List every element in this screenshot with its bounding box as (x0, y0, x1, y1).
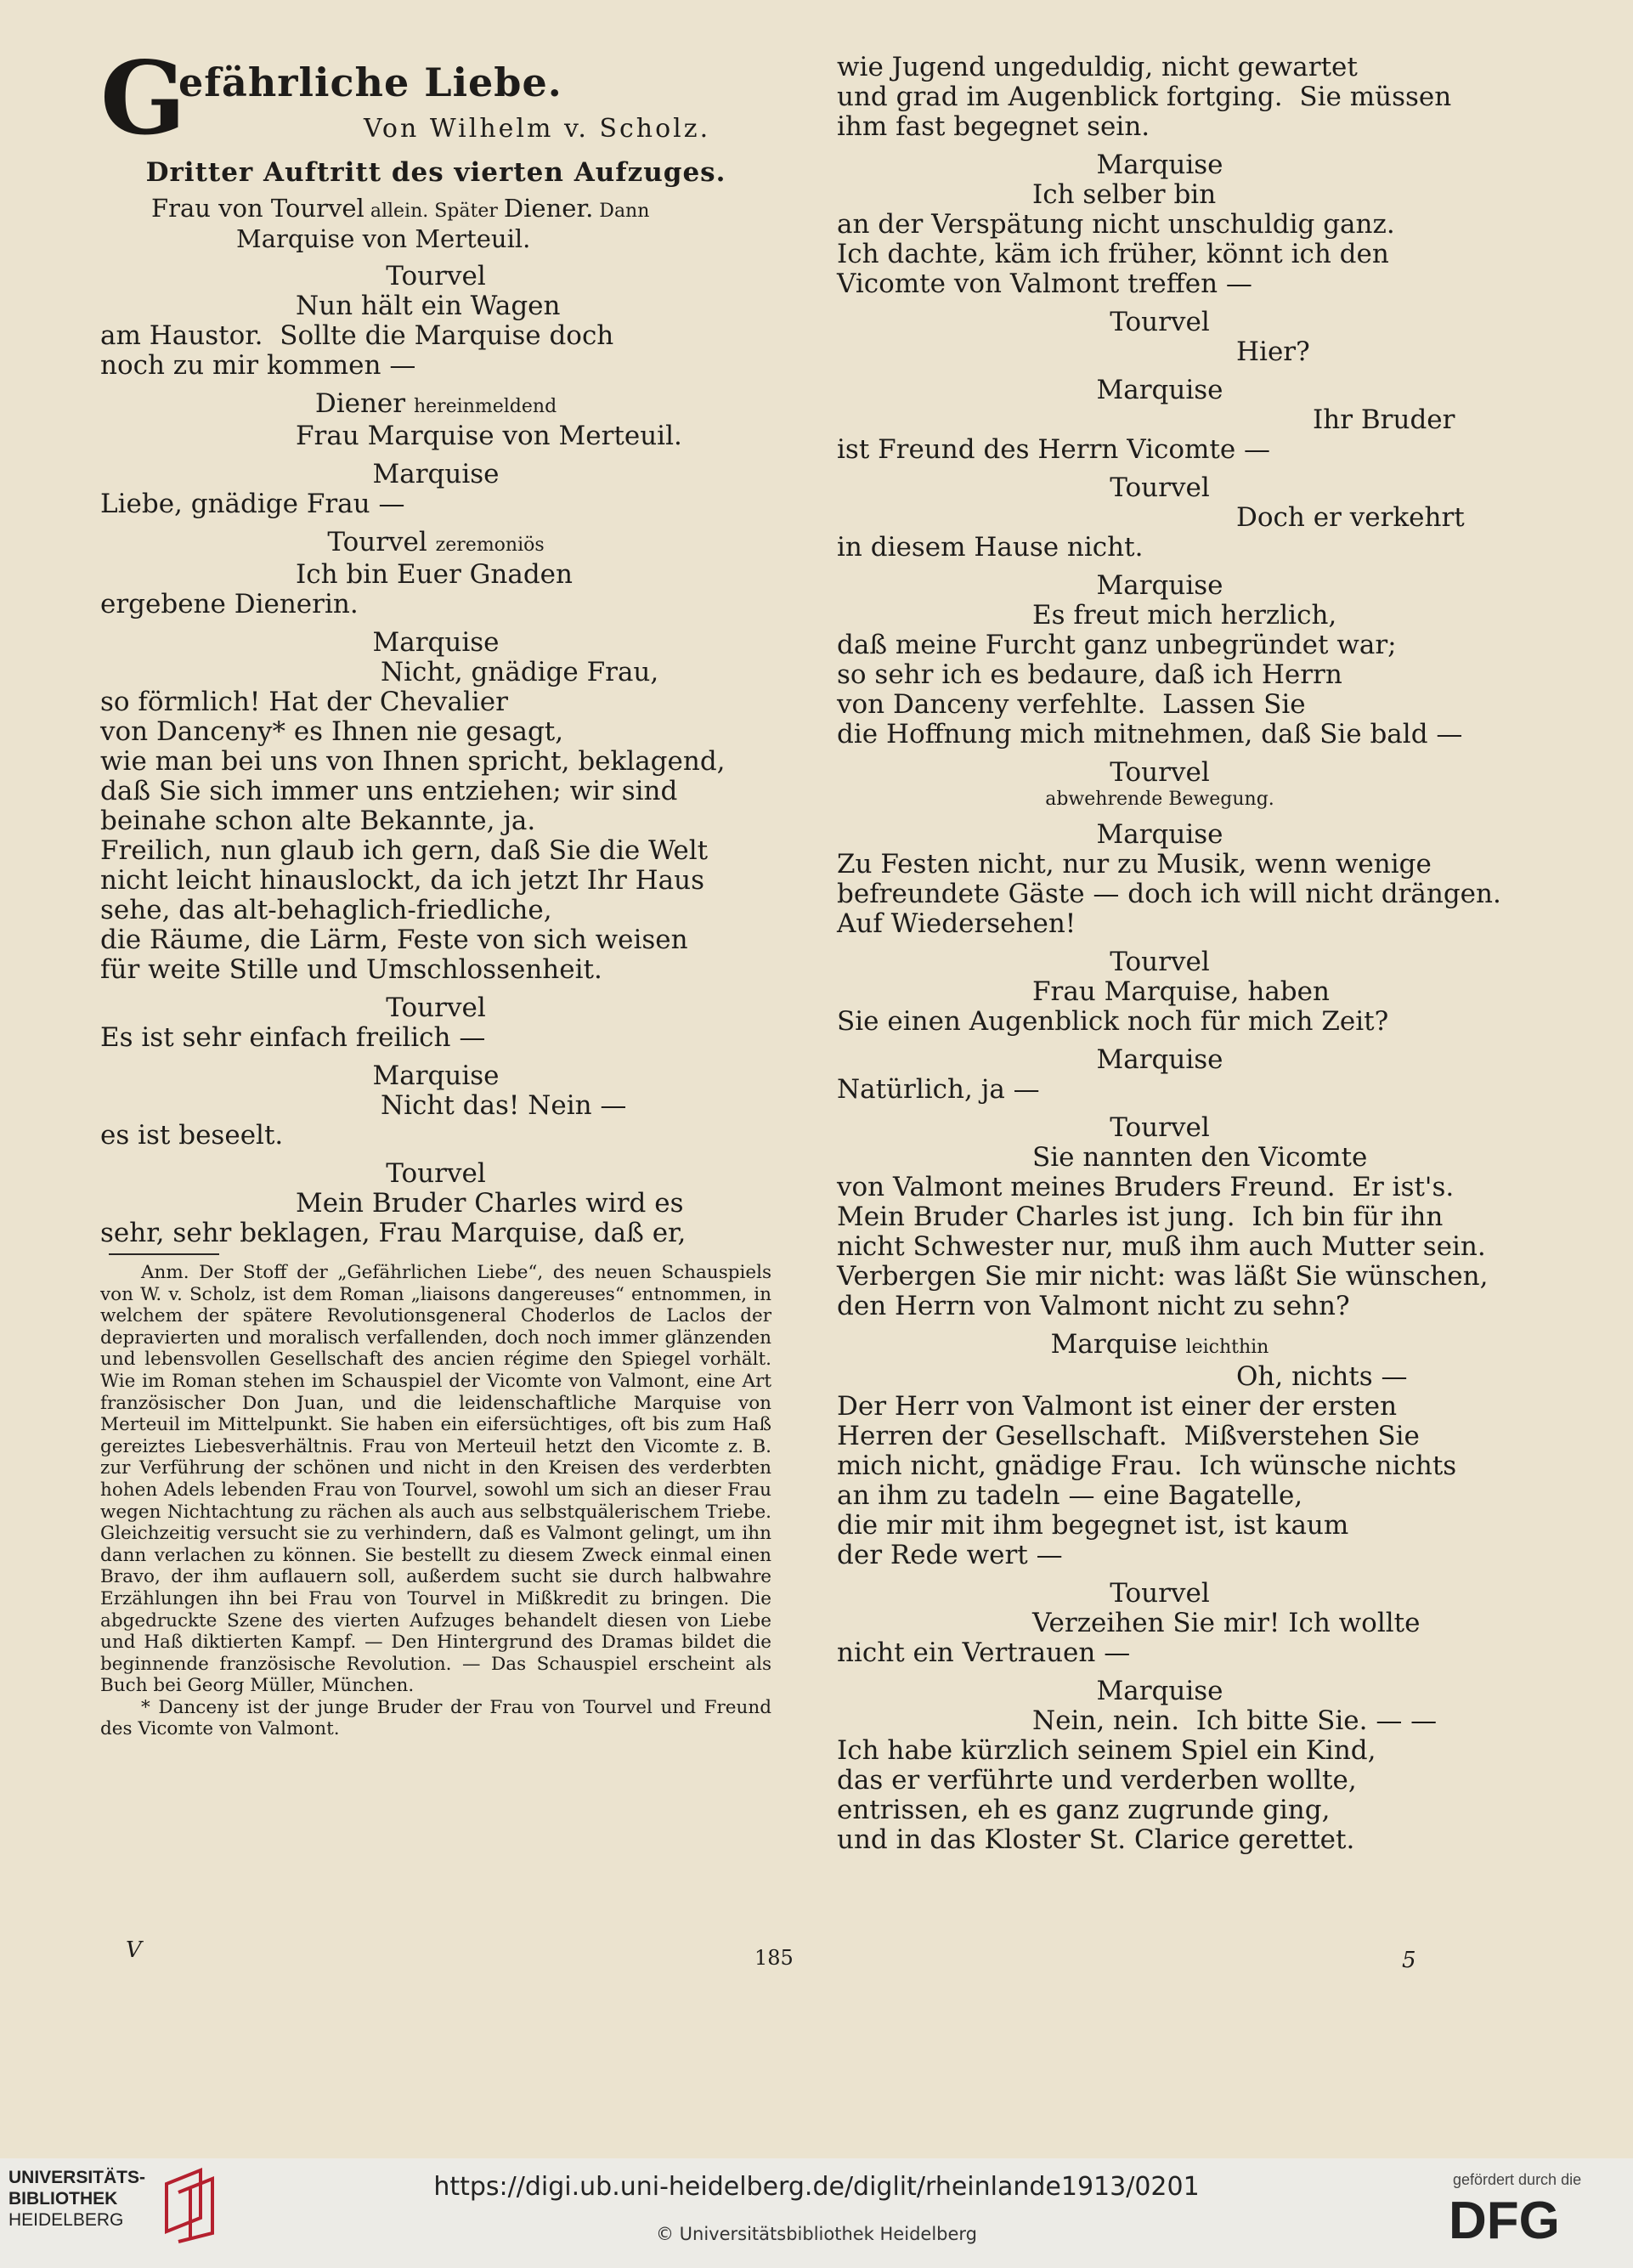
speaker-name (100, 1061, 771, 1091)
title-block (100, 39, 771, 157)
persons-name: Frau von Tourvel (151, 194, 364, 223)
verse-line: Verzeihen Sie mir! Ich wollte (1032, 1608, 1421, 1638)
speaker-label: Tourvel (1110, 472, 1210, 503)
page-number: 185 (754, 1946, 794, 1970)
verse-line: Sie nannten den Vicomte (1032, 1142, 1368, 1173)
verse-line: nicht Schwester nur, muß ihm auch Mutter sein. (837, 1231, 1486, 1262)
dfg-logo-text: DFG (1449, 2192, 1560, 2243)
verse-line: so sehr ich es bedaure, daß ich Herrn (837, 659, 1342, 690)
speaker-label: Tourvel (1110, 947, 1210, 977)
speaker-label: Tourvel (1110, 1112, 1210, 1143)
speaker-label: Marquise (1096, 570, 1223, 601)
speaker-name (100, 262, 771, 291)
verse-line: Es freut mich herzlich, (1032, 600, 1337, 631)
verse-line: ist Freund des Herrn Vicomte — (837, 434, 1271, 465)
speaker-label: Marquise (372, 1060, 500, 1091)
speaker-label: Tourvel (386, 1158, 486, 1189)
verse-line: Liebe, gnädige Frau — (100, 489, 405, 519)
speaker-label: Marquise (1096, 150, 1223, 180)
verse-line: nicht ein Vertrauen — (837, 1637, 1131, 1668)
speaker-label: Marquise (1096, 375, 1223, 405)
speaker-name (837, 308, 1483, 337)
library-line-1: UNIVERSITÄTS- (8, 2168, 146, 2187)
verse-line: mich nicht, gnädige Frau. Ich wünsche nichts (837, 1451, 1457, 1481)
verse-line: sehe, das alt-behaglich-friedliche, (100, 895, 552, 925)
speaker-label: Marquise (1096, 1676, 1223, 1706)
left-column (100, 39, 771, 1740)
title-initial: G (100, 39, 186, 157)
scene-heading: Dritter Auftritt des vierten Aufzuges. (145, 157, 726, 188)
speaker-label: Marquise (372, 627, 500, 658)
persons-direction: allein. Später (364, 201, 504, 222)
verse-line: Ich habe kürzlich seinem Spiel ein Kind, (837, 1735, 1376, 1766)
verse-line: Nein, nein. Ich bitte Sie. — — (1032, 1705, 1438, 1736)
library-line-3: HEIDELBERG (8, 2210, 124, 2230)
verse-line: Sie einen Augenblick noch für mich Zeit? (837, 1006, 1389, 1037)
verse-line: an ihm zu tadeln — eine Bagatelle, (837, 1480, 1303, 1511)
verse-line: Es ist sehr einfach freilich — (100, 1022, 486, 1053)
verse-line: Mein Bruder Charles wird es (296, 1188, 684, 1219)
speaker-name (100, 1159, 771, 1189)
verse-line: Ihr Bruder (1313, 404, 1455, 435)
verse-line: und grad im Augenblick fortging. Sie müssen (837, 82, 1452, 112)
verse-line: Oh, nichts — (1236, 1361, 1408, 1392)
verse-line: wie Jugend ungeduldig, nicht gewartet (837, 52, 1358, 82)
verse-line: Nicht, gnädige Frau, (381, 657, 659, 687)
verse-line: ergebene Dienerin. (100, 589, 359, 619)
signature-mark-right: 5 (1402, 1948, 1416, 1973)
verse-line: entrissen, eh es ganz zugrunde ging, (837, 1795, 1331, 1825)
verse-line: ihm fast begegnet sein. (837, 111, 1150, 142)
speaker-name (100, 389, 771, 421)
verse-line: nicht leicht hinauslockt, da ich jetzt Ihr Haus (100, 865, 705, 896)
permalink-url[interactable]: https://digi.ub.uni-heidelberg.de/diglit/rheinlande1913/0201 (433, 2172, 1200, 2202)
speaker-name (837, 376, 1483, 405)
stage-direction: abwehrende Bewegung. (1045, 789, 1274, 810)
verse-line: so förmlich! Hat der Chevalier (100, 687, 508, 717)
persons-name: Diener. (503, 194, 594, 223)
verse-line: die Hoffnung mich mitnehmen, daß Sie bald — (837, 719, 1463, 749)
verse-line: befreundete Gäste — doch ich will nicht drängen. (837, 879, 1501, 909)
funding-label: gefördert durch die (1453, 2171, 1582, 2188)
right-column (837, 52, 1501, 1855)
speaker-name (837, 947, 1483, 977)
speaker-label: Marquise (1050, 1329, 1178, 1360)
stage-direction: leichthin (1185, 1337, 1269, 1358)
verse-line: Nun hält ein Wagen (296, 291, 561, 321)
speaker-name (837, 820, 1483, 850)
verse-line: Ich bin Euer Gnaden (296, 559, 573, 590)
verse-line: Auf Wiedersehen! (837, 908, 1076, 939)
footnote-main: Anm. Der Stoff der „Gefährlichen Liebe“, des neuen Schauspiels von W. v. Scholz, ist dem Roman „liaisons dangereuses“ entnommen, in welchem der spätere Revolutionsgeneral Choderlos de Laclos der depravierten und moralisch verfallenden, doch noch immer glänzenden und lebensvollen Gesellschaft des ancien régime den Spiegel vorhält. Wie im Roman stehen im Schauspiel der Vicomte von Valmont, eine Art französischer Don Juan, und die leidenschaftliche Marquise von Merteuil im Mittelpunkt. Sie haben ein eifersüchtiges, oft bis zum Haß gereiztes Liebesverhältnis. Frau von Merteuil hetzt den Vicomte z. B. zur Verführung der schönen und nicht in den Kreisen des verderbten hohen Adels lebenden Frau von Tourvel, sowohl um sich an dieser Frau wegen Nichtachtung zu rächen als auch aus selbstquälerischem Triebe. Gleichzeitig versucht sie zu verhindern, daß es Valmont gelingt, um ihn dann verlachen zu können. Sie bestellt zu diesem Zweck einmal einen Bravo, der ihm auflauern soll, außerdem sucht sie durch halbwahre Erzählungen ihn bei Frau von Tourvel in Mißkredit zu bringen. Die abgedruckte Szene des vierten Aufzuges behandelt diesen von Liebe und Haß diktierten Kampf. — Den Hintergrund des Dramas bildet die beginnende französische Revolution. — Das Schauspiel erscheint als Buch bei Georg Müller, München. (100, 1262, 771, 1697)
verse-line: der Rede wert — (837, 1540, 1063, 1570)
verse-line: den Herrn von Valmont nicht zu sehn? (837, 1291, 1350, 1321)
verse-line: Natürlich, ja — (837, 1074, 1040, 1105)
verse-line: beinahe schon alte Bekannte, ja. (100, 806, 536, 836)
page-title: efährliche Liebe. (178, 59, 562, 105)
left-dialogue (100, 262, 771, 1248)
speaker-name (837, 1330, 1483, 1362)
verse-line: es ist beseelt. (100, 1120, 284, 1151)
verse-line: in diesem Hause nicht. (837, 532, 1144, 563)
stage-direction: hereinmeldend (413, 396, 557, 417)
speaker-label: Tourvel (386, 993, 486, 1023)
verse-line: Zu Festen nicht, nur zu Musik, wenn wenige (837, 849, 1432, 879)
verse-line: wie man bei uns von Ihnen spricht, beklagend, (100, 746, 726, 777)
speaker-label: Diener (314, 388, 406, 419)
verse-line: die Räume, die Lärm, Feste von sich weisen (100, 925, 688, 955)
speaker-label: Tourvel (1110, 307, 1210, 337)
stage-direction: zeremoniös (435, 534, 545, 556)
right-dialogue (837, 52, 1501, 1855)
verse-line: Nicht das! Nein — (381, 1090, 627, 1121)
speaker-label: Marquise (1096, 1044, 1223, 1075)
signature-mark-left: V (126, 1937, 142, 1963)
verse-line: Frau Marquise, haben (1032, 976, 1330, 1007)
verse-line: Mein Bruder Charles ist jung. Ich bin für ihn (837, 1202, 1444, 1232)
verse-line: das er verführte und verderben wollte, (837, 1765, 1357, 1796)
speaker-name (837, 1113, 1483, 1143)
verse-line: daß Sie sich immer uns entziehen; wir sind (100, 776, 678, 806)
verse-line: Ich selber bin (1032, 179, 1217, 210)
verse-line: Vicomte von Valmont treffen — (837, 269, 1252, 299)
verse-line: Frau Marquise von Merteuil. (296, 421, 682, 451)
dfg-logo-icon[interactable] (1449, 2192, 1619, 2243)
speaker-name (837, 1045, 1483, 1075)
speaker-name (100, 993, 771, 1023)
copyright-notice: © Universitätsbibliothek Heidelberg (655, 2224, 977, 2244)
speaker-name (100, 528, 771, 560)
speaker-name (100, 460, 771, 489)
verse-line: Doch er verkehrt (1236, 502, 1465, 533)
verse-line: und in das Kloster St. Clarice gerettet. (837, 1824, 1355, 1855)
verse-line: sehr, sehr beklagen, Frau Marquise, daß er, (100, 1218, 687, 1248)
verse-line: Verbergen Sie mir nicht: was läßt Sie wünschen, (837, 1261, 1489, 1292)
speaker-label: Marquise (372, 459, 500, 489)
speaker-label: Tourvel (1110, 1578, 1210, 1609)
verse-line: die mir mit ihm begegnet ist, ist kaum (837, 1510, 1349, 1541)
speaker-label: Tourvel (327, 527, 427, 557)
verse-line: Ich dachte, käm ich früher, könnt ich den (837, 239, 1389, 269)
verse-line: von Danceny* es Ihnen nie gesagt, (100, 716, 564, 747)
speaker-name (837, 1677, 1483, 1706)
verse-line: daß meine Furcht ganz unbegründet war; (837, 630, 1397, 660)
footnote-danceny: * Danceny ist der junge Bruder der Frau von Tourvel und Freund des Vicomte von Valmont. (100, 1696, 771, 1740)
speaker-name (837, 150, 1483, 180)
speaker-name (837, 473, 1483, 503)
persons-list (100, 195, 771, 253)
speaker-label: Tourvel (1110, 757, 1210, 788)
speaker-name (100, 628, 771, 658)
footnotes (100, 1262, 771, 1740)
footnote-rule (109, 1253, 219, 1255)
verse-line: Der Herr von Valmont ist einer der ersten (837, 1391, 1398, 1422)
verse-line: Freilich, nun glaub ich gern, daß Sie die Welt (100, 835, 709, 866)
verse-line: Herren der Gesellschaft. Mißverstehen Sie (837, 1421, 1420, 1451)
speaker-name (837, 571, 1483, 601)
verse-line: am Haustor. Sollte die Marquise doch (100, 320, 614, 351)
verse-line: von Danceny verfehlte. Lassen Sie (837, 689, 1306, 720)
speaker-label: Marquise (1096, 819, 1223, 850)
verse-line: Hier? (1236, 337, 1310, 367)
verse-line: an der Verspätung nicht unschuldig ganz. (837, 209, 1395, 240)
persons-name: Marquise von Merteuil. (236, 224, 531, 253)
library-line-2: BIBLIOTHEK (8, 2189, 118, 2209)
persons-direction: Dann (593, 201, 650, 222)
speaker-name (837, 1579, 1483, 1609)
speaker-label: Tourvel (386, 261, 486, 291)
verse-line: von Valmont meines Bruders Freund. Er ist's. (837, 1172, 1455, 1202)
verse-line: für weite Stille und Umschlossenheit. (100, 954, 602, 985)
speaker-name (837, 758, 1483, 788)
author-line: Von Wilhelm v. Scholz. (364, 114, 711, 144)
verse-line: noch zu mir kommen — (100, 350, 416, 381)
